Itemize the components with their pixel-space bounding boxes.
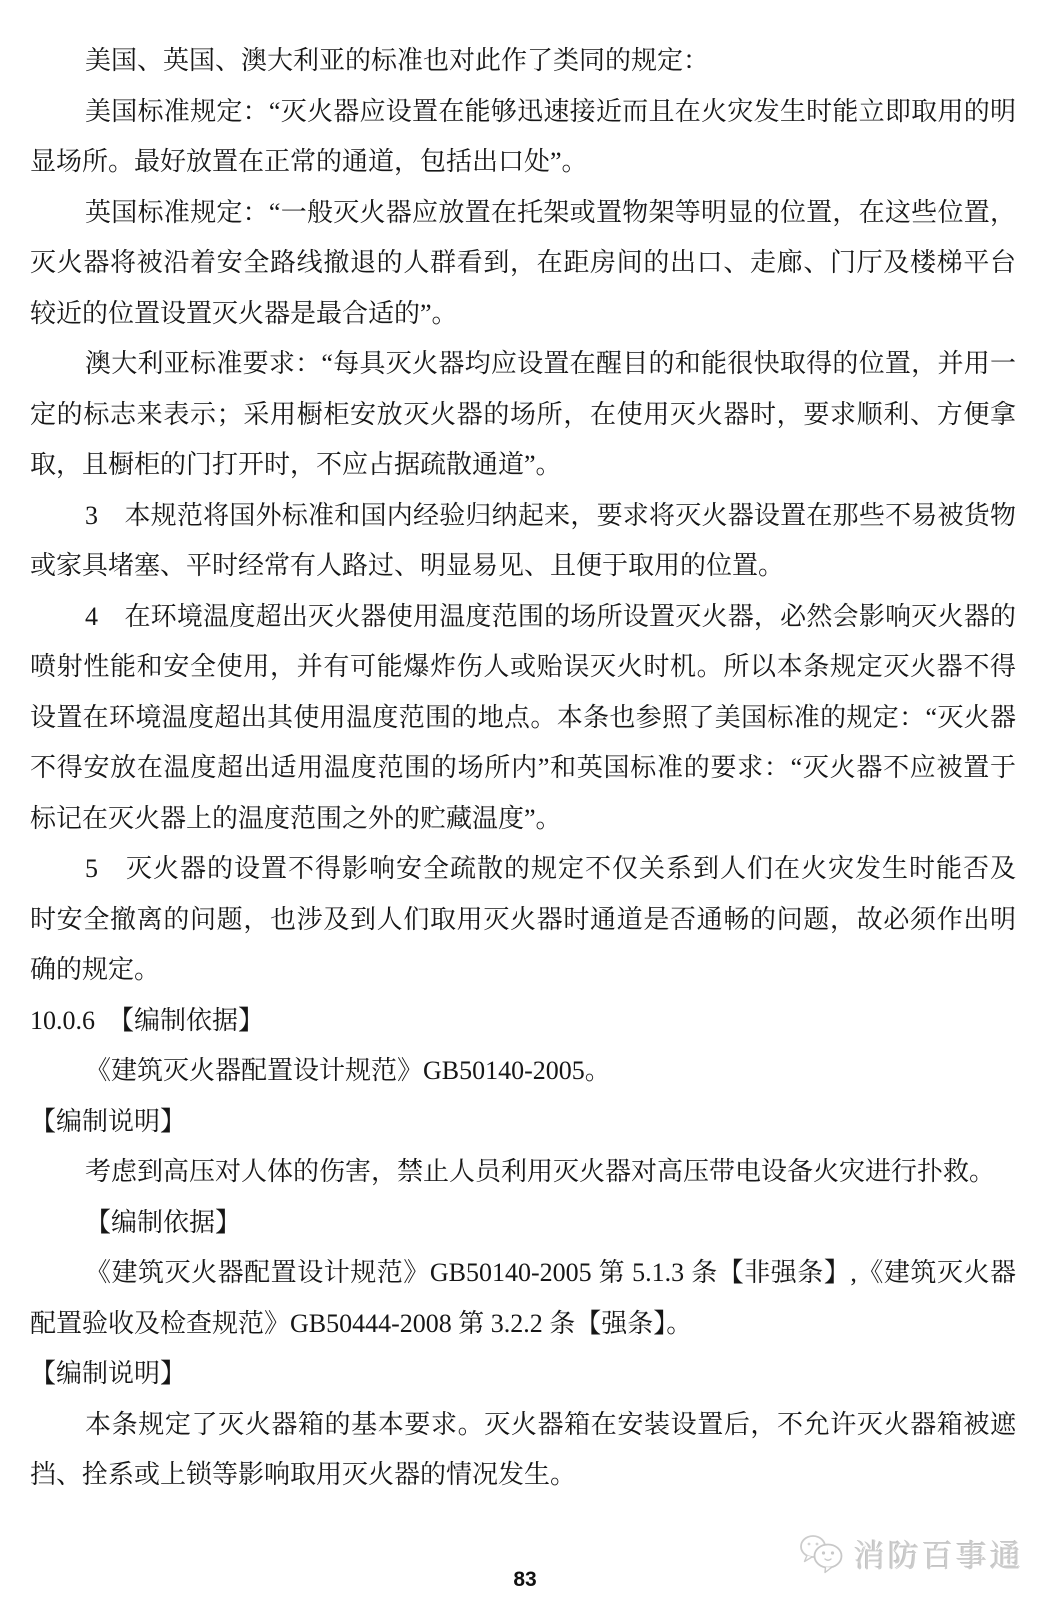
text-line: 美国标准规定：“灭火器应设置在能够迅速接近而且在火灾发生时能立即取用的明 [85, 96, 1016, 126]
text-line: 确的规定。 [30, 955, 161, 984]
text-line: 5 灭火器的设置不得影响安全疏散的规定不仅关系到人们在火灾发生时能否及 [85, 854, 1016, 883]
text-line: 或家具堵塞、平时经常有人路过、明显易见、且便于取用的位置。 [30, 551, 785, 580]
text-line: 取，且橱柜的门打开时，不应占据疏散通道”。 [30, 450, 562, 479]
text-line: 挡、拴系或上锁等影响取用灭火器的情况发生。 [30, 1460, 577, 1489]
text-line: 澳大利亚标准要求：“每具灭火器均应设置在醒目的和能很快取得的位置，并用一 [85, 349, 1016, 378]
bracket-heading-line: 【编制依据】 [85, 1207, 242, 1237]
text-line: 考虑到高压对人体的伤害，禁止人员利用灭火器对高压带电设备火灾进行扑救。 [85, 1157, 996, 1186]
text-line: 较近的位置设置灭火器是最合适的”。 [30, 298, 458, 328]
text-line: 标记在灭火器上的温度范围之外的贮藏温度”。 [30, 803, 562, 833]
text-line: 美国、英国、澳大利亚的标准也对此作了类同的规定： [85, 46, 710, 75]
text-line: 设置在环境温度超出其使用温度范围的地点。本条也参照了美国标准的规定：“灭火器 [30, 702, 1016, 732]
watermark-text: 消防百事通 [854, 1539, 1024, 1574]
text-line: 配置验收及检查规范》GB50444-2008 第 3.2.2 条【强条】。 [30, 1308, 693, 1338]
text-line: 4 在环境温度超出灭火器使用温度范围的场所设置灭火器，必然会影响灭火器的 [85, 601, 1016, 631]
bracket-heading-line: 【编制说明】 [30, 1106, 187, 1136]
text-line: 显场所。最好放置在正常的通道，包括出口处”。 [30, 147, 588, 176]
text-line: 定的标志来表示；采用橱柜安放灭火器的场所，在使用灭火器时，要求顺利、方便拿 [30, 399, 1016, 429]
bracket-heading-line: 【编制说明】 [30, 1359, 187, 1388]
text-line: 喷射性能和安全使用，并有可能爆炸伤人或贻误灭火时机。所以本条规定灭火器不得 [30, 652, 1016, 681]
text-line: 英国标准规定：“一般灭火器应放置在托架或置物架等明显的位置，在这些位置， [85, 197, 1016, 227]
text-line: 《建筑灭火器配置设计规范》GB50140-2005。 [85, 1056, 611, 1085]
document-text-block [30, 36, 1016, 1501]
text-line: 本条规定了灭火器箱的基本要求。灭火器箱在安装设置后，不允许灭火器箱被遮 [85, 1409, 1016, 1439]
section-heading-line: 10.0.6 【编制依据】 [30, 1005, 265, 1035]
text-line: 不得安放在温度超出适用温度范围的场所内”和英国标准的要求：“灭火器不应被置于 [30, 753, 1016, 782]
text-line: 3 本规范将国外标准和国内经验归纳起来，要求将灭火器设置在那些不易被货物 [85, 500, 1016, 530]
page-number: 83 [513, 1568, 537, 1591]
text-line: 时安全撤离的问题，也涉及到人们取用灭火器时通道是否通畅的问题，故必须作出明 [30, 904, 1016, 934]
text-line: 《建筑灭火器配置设计规范》GB50140-2005 第 5.1.3 条【非强条】,《建筑灭火器 [85, 1258, 1016, 1287]
text-line: 灭火器将被沿着安全路线撤退的人群看到，在距房间的出口、走廊、门厅及楼梯平台 [30, 248, 1016, 277]
